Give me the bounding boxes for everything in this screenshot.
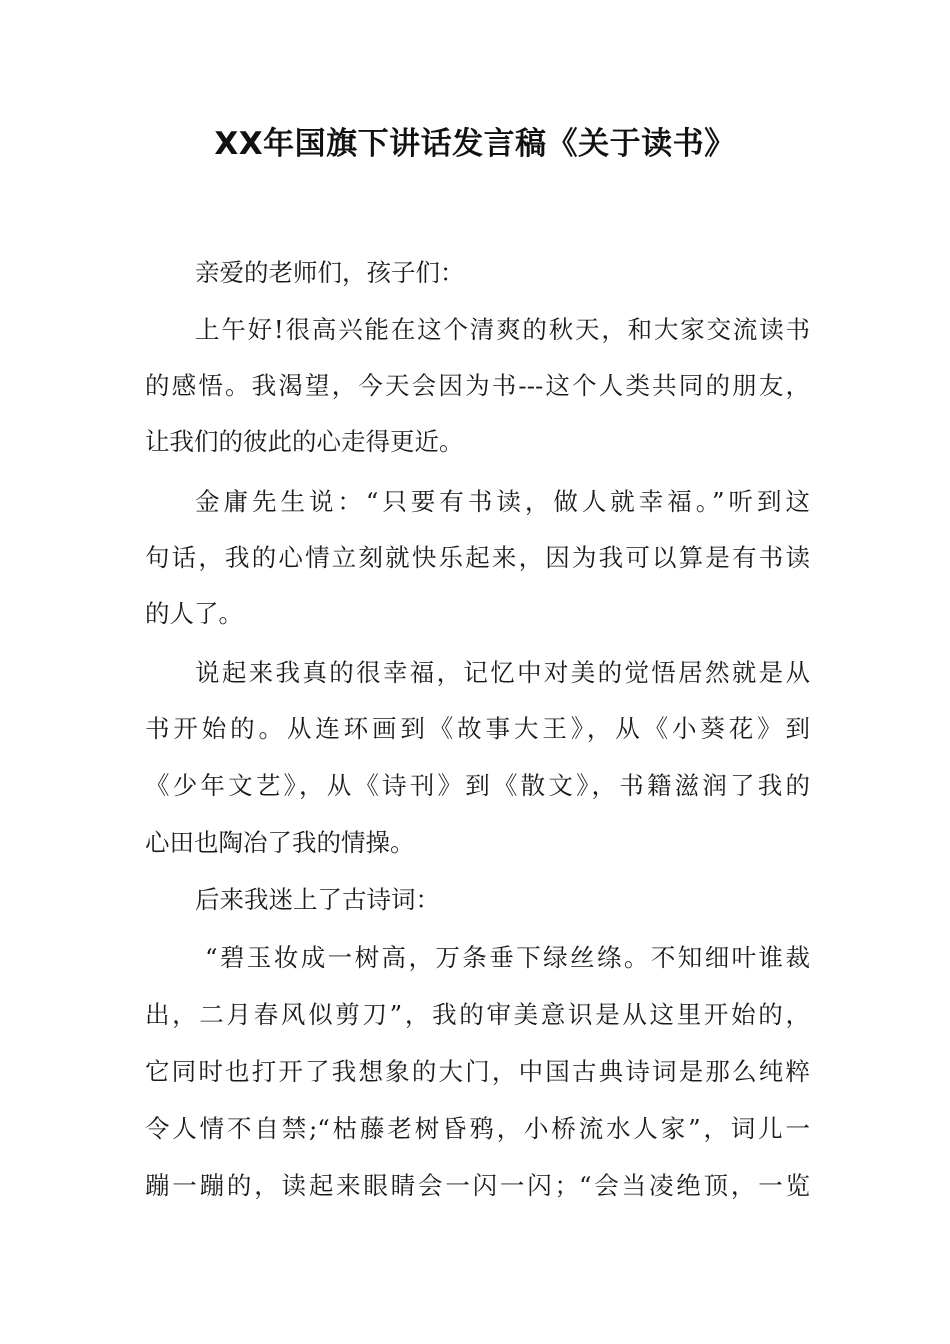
body-line: 的人了。 (145, 599, 243, 628)
body-line: 《少年文艺》，从《诗刊》到《散文》，书籍滋润了我的 (145, 771, 810, 800)
body-line: 它同时也打开了我想象的大门，中国古典诗词是那么纯粹 (145, 1057, 810, 1086)
salutation-line: 亲爱的老师们，孩子们： (195, 258, 465, 287)
body-line: 后来我迷上了古诗词： (195, 885, 440, 914)
body-line: 上午好!很高兴能在这个清爽的秋天，和大家交流读书 (195, 315, 810, 344)
body-line: 的感悟。我渴望，今天会因为书---这个人类共同的朋友， (145, 371, 810, 400)
body-line: 令人情不自禁;“枯藤老树昏鸦，小桥流水人家”，词儿一 (145, 1114, 810, 1143)
body-line: 书开始的。从连环画到《故事大王》，从《小葵花》到 (145, 714, 810, 743)
body-line: 出，二月春风似剪刀”，我的审美意识是从这里开始的， (145, 1000, 810, 1029)
body-line: 心田也陶冶了我的情操。 (145, 828, 415, 857)
body-line: 蹦一蹦的，读起来眼睛会一闪一闪；“会当凌绝顶，一览 (145, 1171, 810, 1200)
document-title: XX年国旗下讲话发言稿《关于读书》 (214, 126, 736, 162)
body-line: 句话，我的心情立刻就快乐起来，因为我可以算是有书读 (145, 543, 810, 572)
body-line: 说起来我真的很幸福，记忆中对美的觉悟居然就是从 (195, 658, 810, 687)
body-line: 让我们的彼此的心走得更近。 (145, 427, 464, 456)
body-line: 金庸先生说：“只要有书读，做人就幸福。”听到这 (195, 487, 810, 516)
poem-line: “碧玉妆成一树高，万条垂下绿丝绦。不知细叶谁裁 (205, 943, 810, 972)
